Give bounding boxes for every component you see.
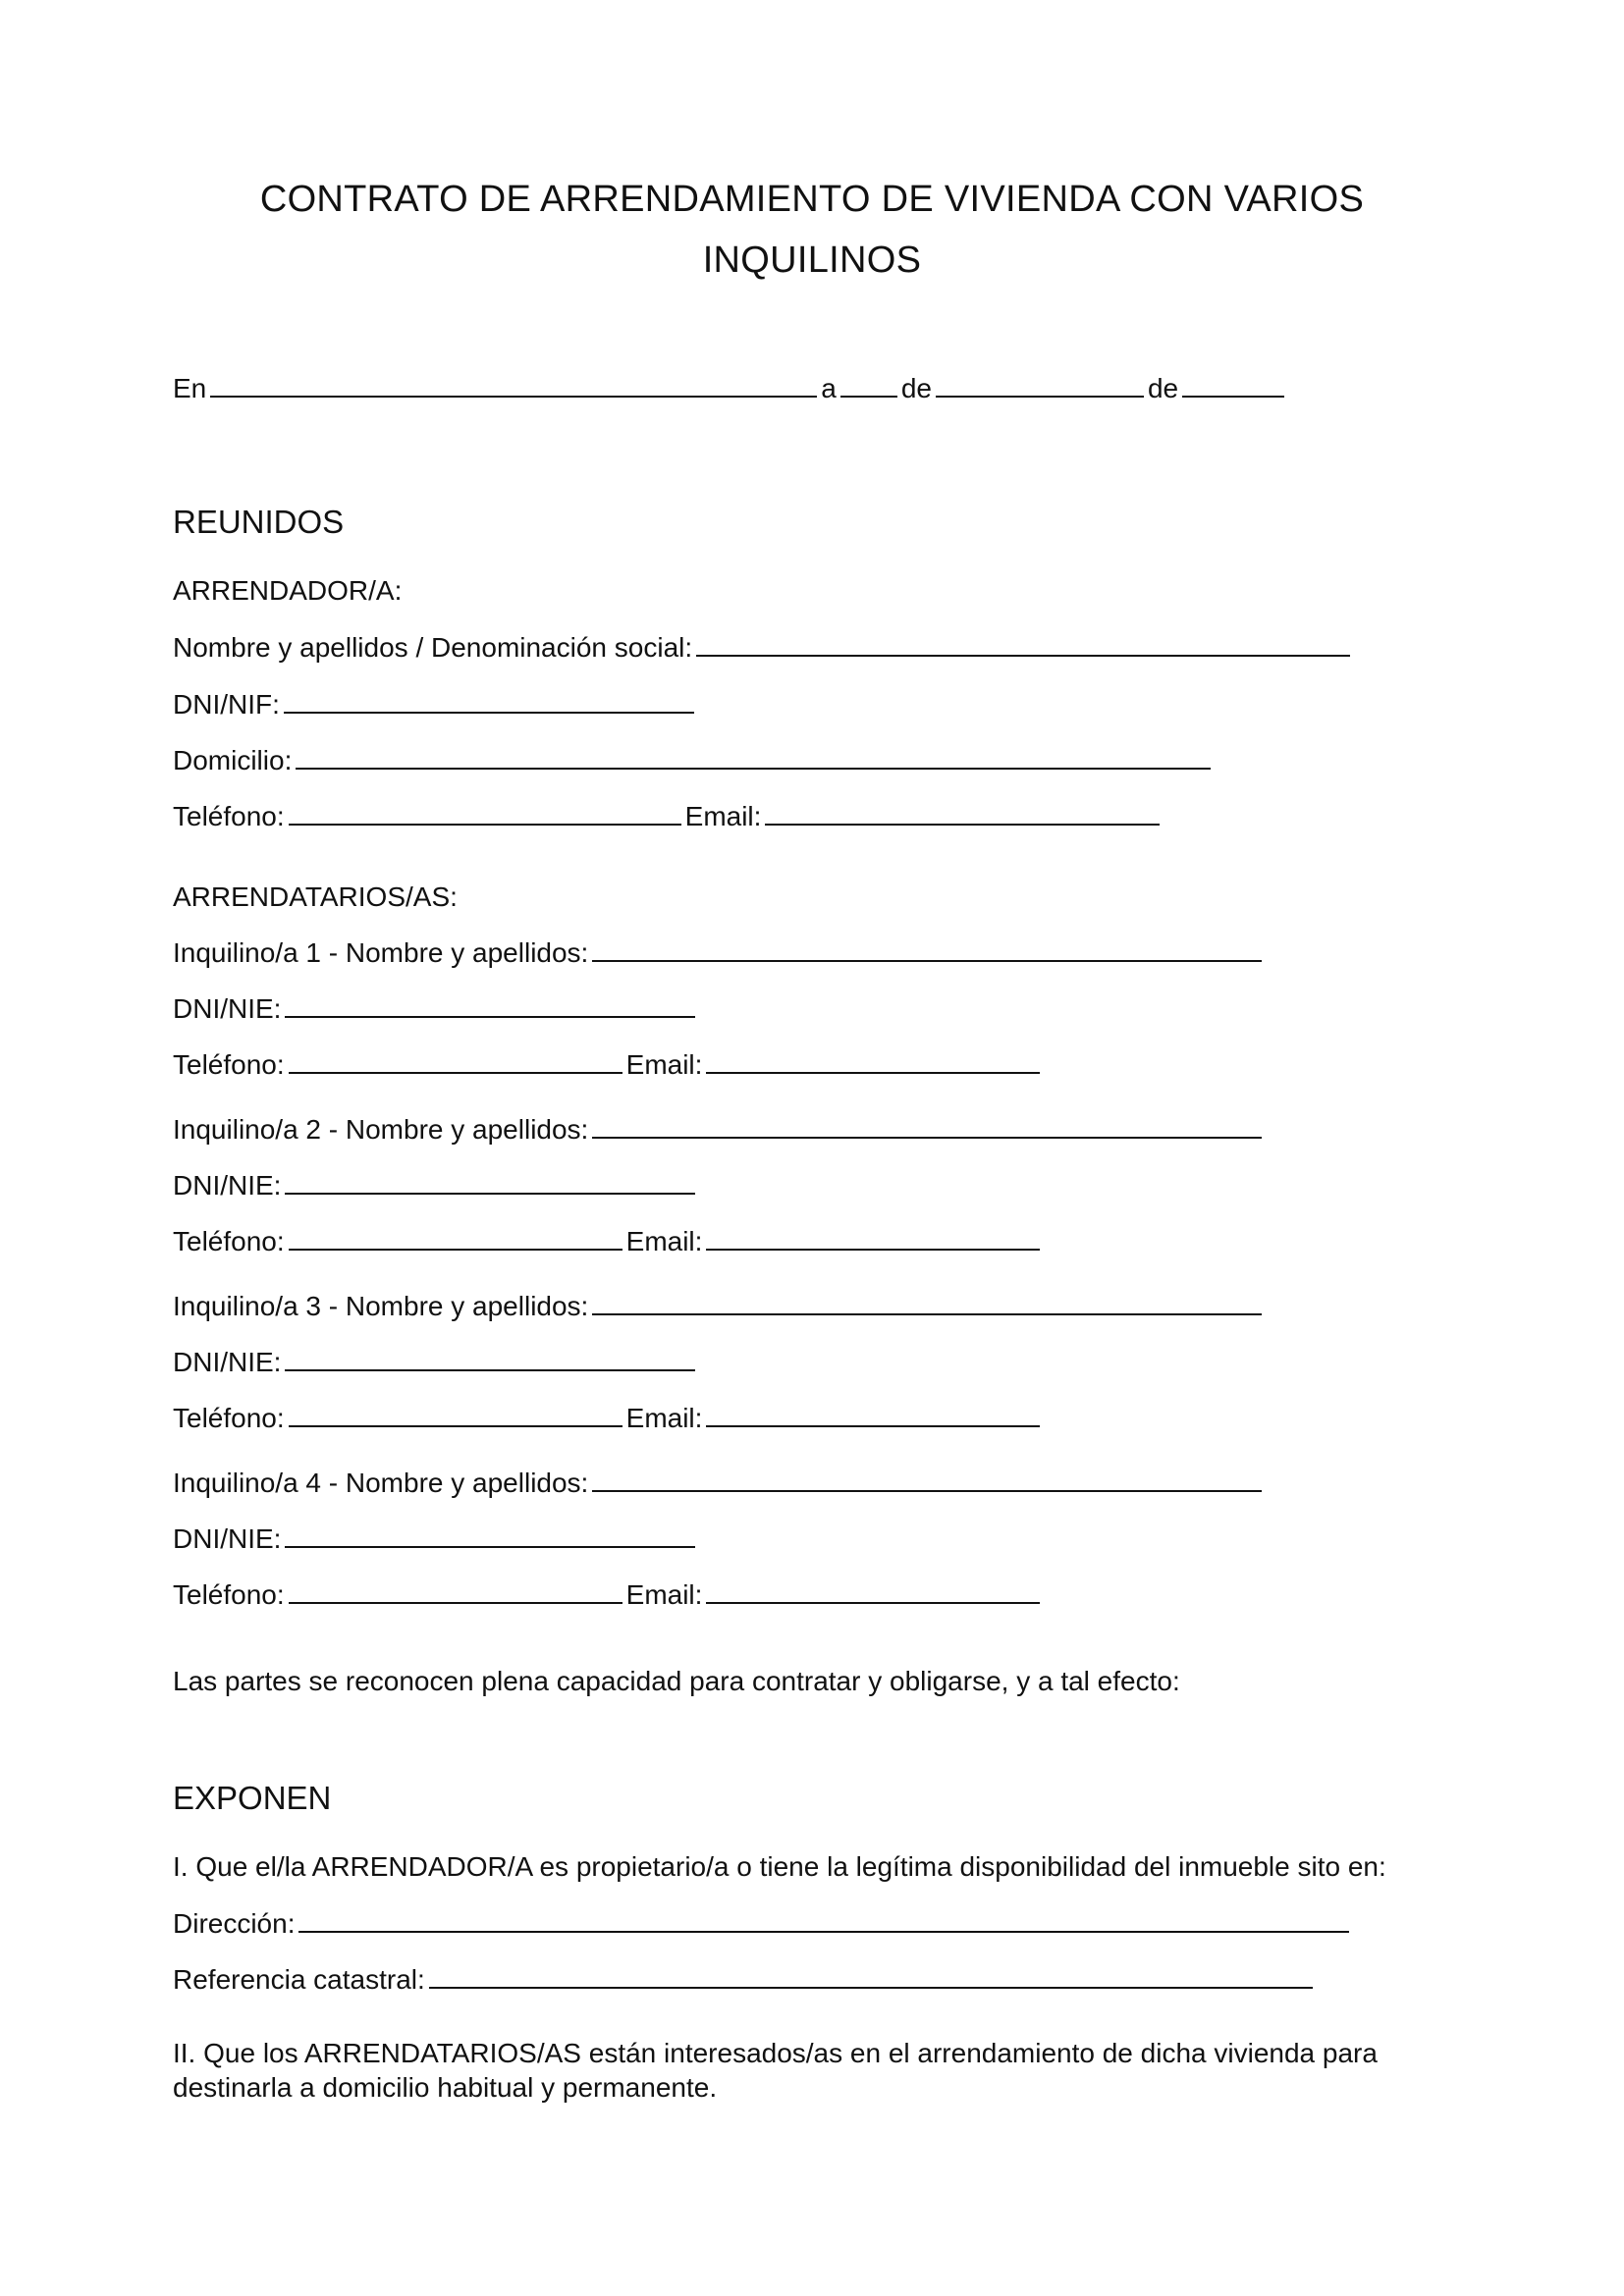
- tenant-dni-label: DNI/NIE:: [173, 993, 282, 1024]
- place-field[interactable]: [210, 372, 817, 398]
- tenant-dni-label: DNI/NIE:: [173, 1347, 282, 1377]
- tenant-1-contact-line: [173, 1047, 1044, 1083]
- tenant-1-email-field[interactable]: [706, 1048, 1040, 1074]
- tenant-4-dni-field[interactable]: [285, 1522, 695, 1548]
- tenant-1-dni-line: [173, 991, 699, 1027]
- direccion-field[interactable]: [298, 1907, 1349, 1933]
- tenant-4-contact-line: [173, 1577, 1044, 1613]
- tenant-name-label: Inquilino/a 3 - Nombre y apellidos:: [173, 1291, 589, 1321]
- arrendador-telefono-field[interactable]: [289, 800, 681, 826]
- tenant-3-name-field[interactable]: [592, 1290, 1262, 1315]
- tenant-4-name-line: [173, 1466, 1266, 1501]
- tenant-3-email-field[interactable]: [706, 1402, 1040, 1427]
- tenant-4-name-field[interactable]: [592, 1467, 1262, 1492]
- month-field[interactable]: [936, 372, 1144, 398]
- tenant-2-email-field[interactable]: [706, 1225, 1040, 1251]
- referencia-field[interactable]: [429, 1963, 1313, 1989]
- tenant-2-contact-line: [173, 1224, 1044, 1259]
- tenant-telefono-label: Teléfono:: [173, 1226, 285, 1256]
- tenant-3-dni-field[interactable]: [285, 1346, 695, 1371]
- arrendador-dni-label: DNI/NIF:: [173, 689, 280, 720]
- tenant-telefono-label: Teléfono:: [173, 1579, 285, 1610]
- capacity-statement: Las partes se reconocen plena capacidad para contratar y obligarse, y a tal efecto:: [173, 1666, 1180, 1696]
- en-label: En: [173, 373, 207, 403]
- tenant-telefono-label: Teléfono:: [173, 1403, 285, 1433]
- direccion-line: [173, 1906, 1353, 1942]
- title-line-1: CONTRATO DE ARRENDAMIENTO DE VIVIENDA CON VARIOS: [259, 179, 1365, 220]
- tenant-1-name-field[interactable]: [592, 936, 1262, 962]
- day-field[interactable]: [840, 372, 897, 398]
- arrendador-email-field[interactable]: [765, 800, 1160, 826]
- arrendador-domicilio-label: Domicilio:: [173, 745, 293, 775]
- direccion-label: Dirección:: [173, 1908, 296, 1939]
- tenant-3-name-line: [173, 1289, 1266, 1324]
- tenant-dni-label: DNI/NIE:: [173, 1523, 282, 1554]
- arrendatarios-heading: ARRENDATARIOS/AS:: [173, 881, 458, 912]
- tenant-3-dni-line: [173, 1345, 699, 1380]
- tenant-3-contact-line: [173, 1401, 1044, 1436]
- tenant-email-label: Email:: [625, 1579, 703, 1610]
- arrendador-contact-line: [173, 799, 1164, 834]
- tenant-1-name-line: [173, 935, 1266, 971]
- title-line-2: INQUILINOS: [702, 240, 922, 281]
- arrendador-dni-line: [173, 687, 698, 722]
- arrendador-email-label: Email:: [684, 801, 762, 831]
- tenant-email-label: Email:: [625, 1049, 703, 1080]
- tenant-3-telefono-field[interactable]: [289, 1402, 623, 1427]
- tenant-email-label: Email:: [625, 1403, 703, 1433]
- reunidos-heading: REUNIDOS: [173, 504, 345, 540]
- clause-1: I. Que el/la ARRENDADOR/A es propietario/a o tiene la legítima disponibilidad del inmueble sito en:: [173, 1851, 1386, 1882]
- arrendador-name-label: Nombre y apellidos / Denominación social:: [173, 632, 693, 663]
- tenant-1-dni-field[interactable]: [285, 992, 695, 1018]
- referencia-label: Referencia catastral:: [173, 1964, 425, 1995]
- tenant-2-dni-field[interactable]: [285, 1169, 695, 1195]
- place-date-line: [173, 371, 1288, 406]
- arrendador-telefono-label: Teléfono:: [173, 801, 285, 831]
- tenant-4-email-field[interactable]: [706, 1578, 1040, 1604]
- arrendador-domicilio-line: [173, 743, 1215, 778]
- arrendador-name-line: [173, 630, 1354, 666]
- year-field[interactable]: [1182, 372, 1284, 398]
- tenant-2-dni-line: [173, 1168, 699, 1203]
- tenant-name-label: Inquilino/a 4 - Nombre y apellidos:: [173, 1468, 589, 1498]
- tenant-name-label: Inquilino/a 1 - Nombre y apellidos:: [173, 937, 589, 968]
- tenant-telefono-label: Teléfono:: [173, 1049, 285, 1080]
- tenant-name-label: Inquilino/a 2 - Nombre y apellidos:: [173, 1114, 589, 1145]
- referencia-line: [173, 1962, 1317, 1998]
- arrendador-dni-field[interactable]: [284, 688, 694, 714]
- arrendador-domicilio-field[interactable]: [296, 744, 1211, 770]
- document-title: [173, 169, 1451, 291]
- tenant-2-telefono-field[interactable]: [289, 1225, 623, 1251]
- tenant-2-name-field[interactable]: [592, 1113, 1262, 1139]
- tenant-dni-label: DNI/NIE:: [173, 1170, 282, 1201]
- arrendador-heading: ARRENDADOR/A:: [173, 575, 403, 606]
- clause-2: II. Que los ARRENDATARIOS/AS están interesados/as en el arrendamiento de dicha vivienda para destinarla a domicilio habitual y permanente.: [173, 2038, 1378, 2103]
- de-label-2: de: [1147, 373, 1179, 403]
- tenant-4-dni-line: [173, 1522, 699, 1557]
- exponen-heading: EXPONEN: [173, 1780, 332, 1816]
- arrendador-name-field[interactable]: [696, 631, 1350, 657]
- de-label-1: de: [900, 373, 932, 403]
- a-label: a: [821, 373, 837, 403]
- tenant-2-name-line: [173, 1112, 1266, 1148]
- tenant-1-telefono-field[interactable]: [289, 1048, 623, 1074]
- tenant-4-telefono-field[interactable]: [289, 1578, 623, 1604]
- tenant-email-label: Email:: [625, 1226, 703, 1256]
